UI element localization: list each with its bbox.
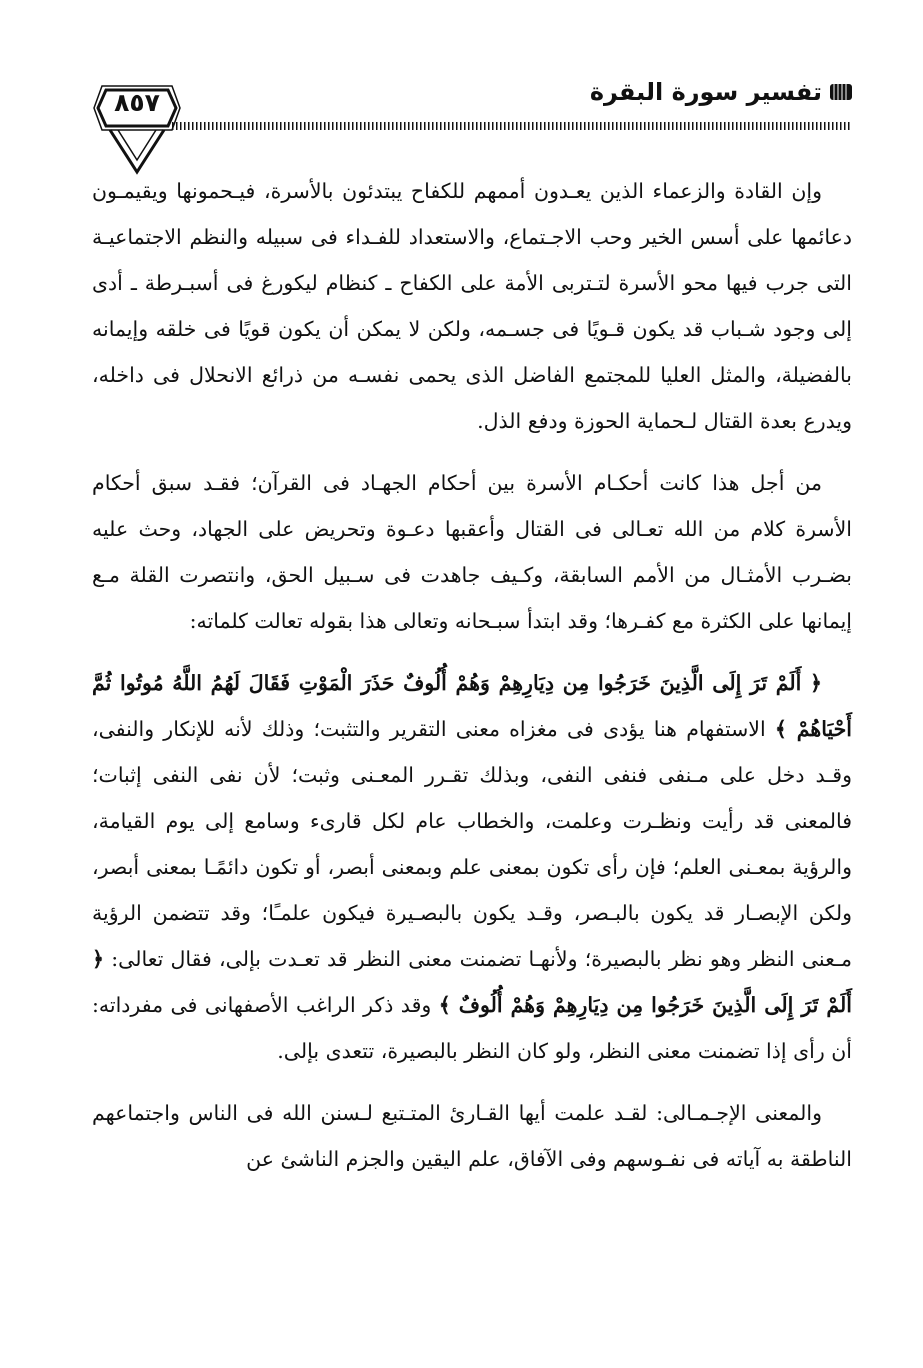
paragraph: والمعنى الإجـمـالى: لقـد علمت أيها القـارئ المتـتبع لـسنن الله فى الناس واجتماعهم الناطقة به آياته فى نفـوسهم وفى الآفاق، علم اليقين والجزم الناشئ عن xyxy=(92,1101,852,1171)
page-number: ٨٥٧ xyxy=(114,88,160,117)
verse-paragraph xyxy=(92,660,852,1074)
header-rule xyxy=(172,122,852,130)
running-title: تفسير سورة البقرة xyxy=(589,78,822,106)
page-body xyxy=(92,168,852,1198)
paragraph: وإن القادة والزعماء الذين يعـدون أممهم للكفاح يبتدئون بالأسرة، فيـحمونها ويقيمـون دعائمها على أسس الخير وحب الاجـتماع، والاستعداد للفـداء فى سبيله والنظم الاجتماعيـة التى جرب فيها محو الأسرة لتـتربى الأمة على الكفاح ـ كنظام ليكورغ فى أسبـرطة ـ أدى إلى وجود شـباب قد يكون قـويًا فى جسـمه، ولكن لا يمكن أن يكون قويًا فى خلقه وإيمانه بالفضيلة، والمثل العليا للمجتمع الفاضل الذى يحمى نفسـه من ذرائع الانحلال فى داخله، ويدرع بعدة القتال لـحماية الحوزة ودفع الذل. xyxy=(92,179,852,433)
quran-verse: ﴿ أَلَمْ تَرَ إِلَى الَّذِينَ خَرَجُوا مِن دِيَارِهِمْ وَهُمْ أُلُوفٌ ﴾ xyxy=(92,947,852,1017)
paragraph-text: وقد ذكر الراغب الأصفهانى فى مفرداته: أن رأى إذا تضمنت معنى النظر، ولو كان النظر بالبصيرة، تتعدى بإلى. xyxy=(92,993,852,1063)
quran-verse: ﴿ أَلَمْ تَرَ إِلَى الَّذِينَ خَرَجُوا مِن دِيَارِهِمْ وَهُمْ أُلُوفٌ حَذَرَ الْمَوْتِ فَقَالَ لَهُمُ اللَّهُ مُوتُوا ثُمَّ أَحْيَاهُمْ ﴾ xyxy=(92,671,852,741)
paragraph: من أجل هذا كانت أحكـام الأسرة بين أحكام الجهـاد فى القرآن؛ فقـد سبق أحكام الأسرة كلام من الله تعـالى فى القتال وأعقبها دعـوة وتحريض على الجهاد، وحث عليه بضـرب الأمثـال من الأمم السابقة، وكـيف جاهدت فى سـبيل الحق، وانتصرت القلة مـع إيمانها على الكثرة مع كفـرها؛ وقد ابتدأ سبـحانه وتعالى هذا بقوله تعالت كلماته: xyxy=(92,471,852,633)
ornament-icon xyxy=(830,82,852,102)
paragraph-text: الاستفهام هنا يؤدى فى مغزاه معنى التقرير والتثبت؛ وذلك لأنه للإنكار والنفى، وقـد دخل على مـنفى فنفى النفى، وبذلك تقـرر المعـنى وثبت؛ لأن نفى النفى إثبات؛ فالمعنى قد رأيت ونظـرت وعلمت، والخطاب عام لكل قارىء وسامع إلى يوم القيامة، والرؤية بمعـنى العلم؛ فإن رأى تكون بمعنى علم وبمعنى أبصر، أو تكون دائمًـا بمعنى أبصر، ولكن الإبصـار قد يكون بالبـصر، وقـد يكون بالبصـيرة فيكون علمـًا؛ وقد تتضمن الرؤية مـعنى النظر وهو نظر بالبصيرة؛ ولأنهـا تضمنت معنى النظر قد تعـدت بإلى، فقال تعالى: xyxy=(92,717,852,971)
page-header xyxy=(92,68,852,178)
